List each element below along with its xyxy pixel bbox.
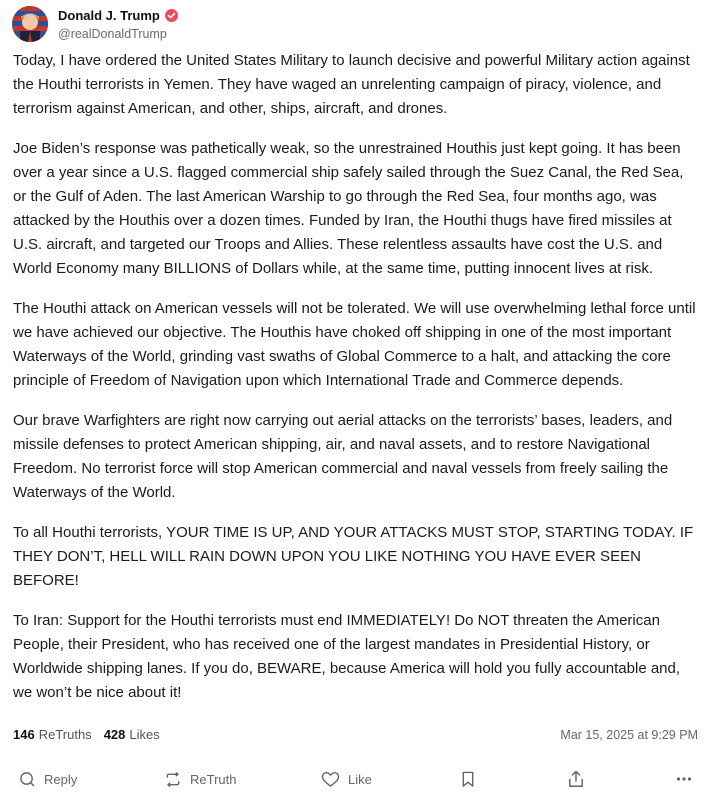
post-body — [13, 49, 699, 721]
reply-icon — [19, 771, 36, 788]
like-label: Like — [348, 771, 372, 787]
bookmark-button[interactable] — [461, 771, 475, 788]
action-bar — [0, 764, 711, 794]
handle[interactable]: @realDonaldTrump — [58, 26, 167, 41]
share-icon — [568, 770, 584, 788]
name-row — [58, 8, 178, 23]
post-paragraph: The Houthi attack on American vessels will not be tolerated. We will use overwhelming lethal force until we have achieved our objective. The Houthis have choked off shipping in one of the most important Waterways of the World, grinding vast swaths of Global Commerce to a halt, and attacking the core principle of Freedom of Navigation upon which International Trade and Commerce depends. — [13, 300, 696, 389]
likes-stat[interactable] — [104, 727, 160, 742]
likes-label: Likes — [129, 727, 160, 742]
post-paragraph: Joe Biden’s response was pathetically weak, so the unrestrained Houthis just kept going. It has been over a year since a U.S. flagged commercial ship safely sailed through the Suez Canal, the Red Sea, or the Gulf of Aden. The last American Warship to go through the Red Sea, four months ago, was attacked by the Houthis over a dozen times. Funded by Iran, the Houthi thugs have fired missiles at U.S. aircraft, and targeted our Troops and Allies. These relentless assaults have cost the U.S. and World Economy many BILLIONS of Dollars while, at the same time, putting innocent lives at risk. — [13, 140, 684, 277]
more-options-button[interactable] — [676, 776, 692, 782]
retruth-button[interactable] — [164, 771, 236, 788]
share-button[interactable] — [568, 770, 584, 788]
post-paragraph: To Iran: Support for the Houthi terrorists must end IMMEDIATELY! Do NOT threaten the American People, their President, who has received one of the largest mandates in Presidential History, or Worldwide shipping lanes. If you do, BEWARE, because America will hold you fully accountable and, we won’t be nice about it! — [13, 612, 681, 701]
post-header — [12, 6, 178, 42]
avatar-image — [12, 6, 48, 42]
post-paragraph: Our brave Warfighters are right now carrying out aerial attacks on the terrorists’ bases, leaders, and missile defenses to protect American shipping, air, and naval assets, and to restore Navigational Freedom. No terrorist force will stop American commercial and naval vessels from freely sailing the Waterways of the World. — [13, 412, 673, 501]
post-paragraph: To all Houthi terrorists, YOUR TIME IS UP, AND YOUR ATTACKS MUST STOP, STARTING TODAY. IF THEY DON’T, HELL WILL RAIN DOWN UPON YOU LIKE NOTHING YOU HAVE EVER SEEN BEFORE! — [13, 524, 694, 589]
retruth-label: ReTruth — [190, 771, 237, 787]
retruths-stat[interactable] — [13, 727, 92, 742]
retruth-icon — [164, 771, 182, 788]
like-button[interactable] — [321, 771, 372, 788]
retruths-count: 146 — [13, 727, 35, 742]
post-timestamp[interactable]: Mar 15, 2025 at 9:29 PM — [560, 727, 698, 742]
post-stats — [13, 727, 698, 742]
display-name[interactable]: Donald J. Trump — [58, 7, 160, 23]
bookmark-icon — [461, 771, 475, 788]
more-icon — [676, 776, 692, 782]
retruths-label: ReTruths — [38, 727, 92, 742]
post-paragraph: Today, I have ordered the United States Military to launch decisive and powerful Military action against the Houthi terrorists in Yemen. They have waged an unrelenting campaign of piracy, violence, and terrorism against American, and other, ships, aircraft, and drones. — [13, 52, 690, 117]
reply-label: Reply — [44, 771, 78, 787]
reply-button[interactable] — [19, 771, 77, 788]
likes-count: 428 — [103, 727, 126, 742]
avatar[interactable] — [12, 6, 48, 42]
author-info — [58, 8, 178, 41]
like-icon — [321, 771, 340, 788]
verified-badge-icon — [165, 9, 178, 22]
